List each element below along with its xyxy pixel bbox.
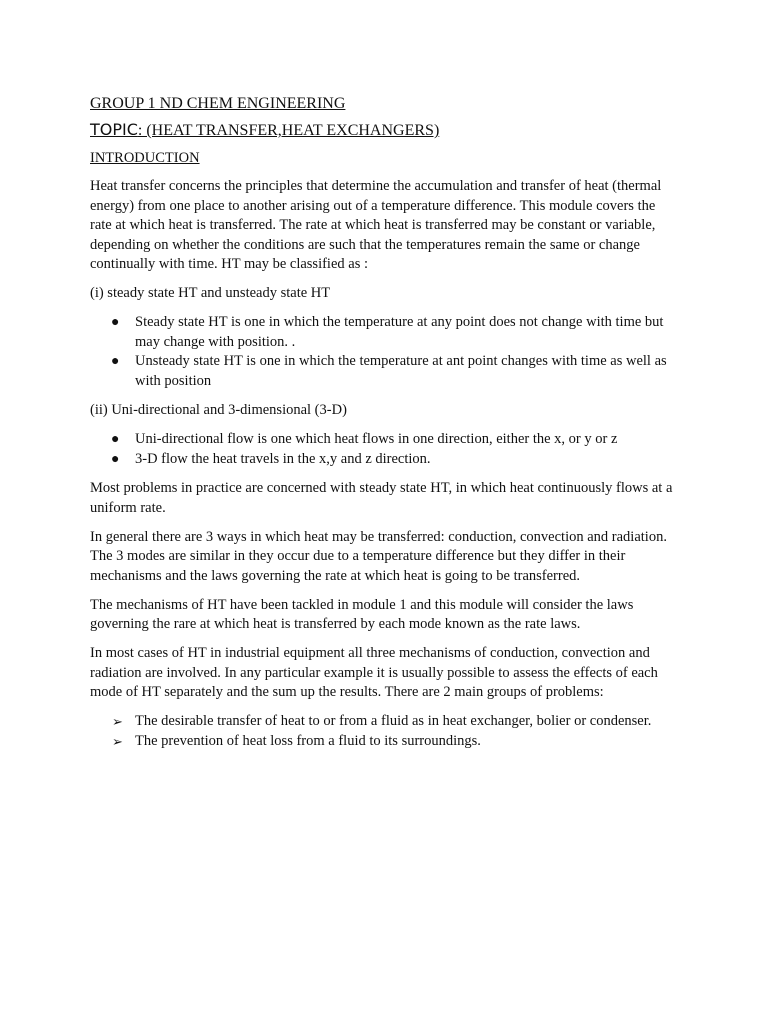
round-bullet-icon: ●	[111, 432, 120, 447]
classification-2: (ii) Uni-directional and 3-dimensional (3-D)	[90, 402, 347, 418]
topic-text: : (HEAT TRANSFER,HEAT EXCHANGERS)	[137, 122, 440, 139]
document-body	[90, 94, 680, 761]
list-item	[90, 430, 680, 450]
arrow-bullet-icon: ➢	[112, 733, 123, 749]
direction-list	[90, 430, 680, 469]
list-item-text: Uni-directional flow is one which heat flows in one direction, either the x, or y or z	[135, 431, 618, 447]
list-item	[90, 352, 680, 391]
list-item	[90, 450, 680, 470]
list-item	[90, 712, 680, 732]
list-item	[90, 313, 680, 352]
list-item-text: The prevention of heat loss from a fluid to its surroundings.	[135, 732, 481, 749]
steady-state-list	[90, 313, 680, 391]
group-title: GROUP 1 ND CHEM ENGINEERING	[90, 95, 346, 112]
list-item	[90, 732, 680, 752]
steady-state-paragraph: Most problems in practice are concerned with steady state HT, in which heat continuously flows at a uniform rate.	[90, 480, 673, 516]
problem-groups-list	[90, 712, 680, 751]
classification-1: (i) steady state HT and unsteady state HT	[90, 285, 331, 301]
intro-paragraph: Heat transfer concerns the principles that determine the accumulation and transfer of heat (thermal energy) from one place to another arising out of a temperature difference. This module covers the rate at which heat is transferred. The rate at which heat is transferred may be constant or variable, depending on whether the conditions are such that the temperatures remain the same or change continually with time. HT may be classified as :	[90, 178, 662, 272]
topic-line	[90, 120, 680, 141]
arrow-bullet-icon: ➢	[112, 714, 123, 729]
list-item-text: The desirable transfer of heat to or from a fluid as in heat exchanger, bolier or condenser.	[135, 713, 652, 729]
modes-paragraph: In general there are 3 ways in which heat may be transferred: conduction, convection and radiation. The 3 modes are similar in they occur due to a temperature difference but they differ in their mechanisms and the laws governing the rate at which heat is going to be transferred.	[90, 528, 667, 584]
round-bullet-icon: ●	[111, 451, 120, 467]
round-bullet-icon: ●	[111, 354, 120, 369]
list-item-text: Steady state HT is one in which the temperature at any point does not change with time but may change with position. .	[135, 314, 664, 350]
industrial-paragraph: In most cases of HT in industrial equipment all three mechanisms of conduction, convection and radiation are involved. In any particular example it is usually possible to assess the effects of each mode of HT separately and the sum up the results. There are 2 main groups of problems:	[90, 645, 658, 700]
round-bullet-icon: ●	[111, 315, 120, 330]
list-item-text: 3-D flow the heat travels in the x,y and z direction.	[135, 450, 431, 467]
topic-label: TOPIC	[90, 120, 138, 139]
list-item-text: Unsteady state HT is one in which the temperature at ant point changes with time as well as with position	[135, 353, 667, 389]
mechanisms-paragraph: The mechanisms of HT have been tackled in module 1 and this module will consider the laws governing the rare at which heat is transferred by each mode known as the rate laws.	[90, 596, 634, 632]
intro-heading: INTRODUCTION	[90, 150, 200, 166]
